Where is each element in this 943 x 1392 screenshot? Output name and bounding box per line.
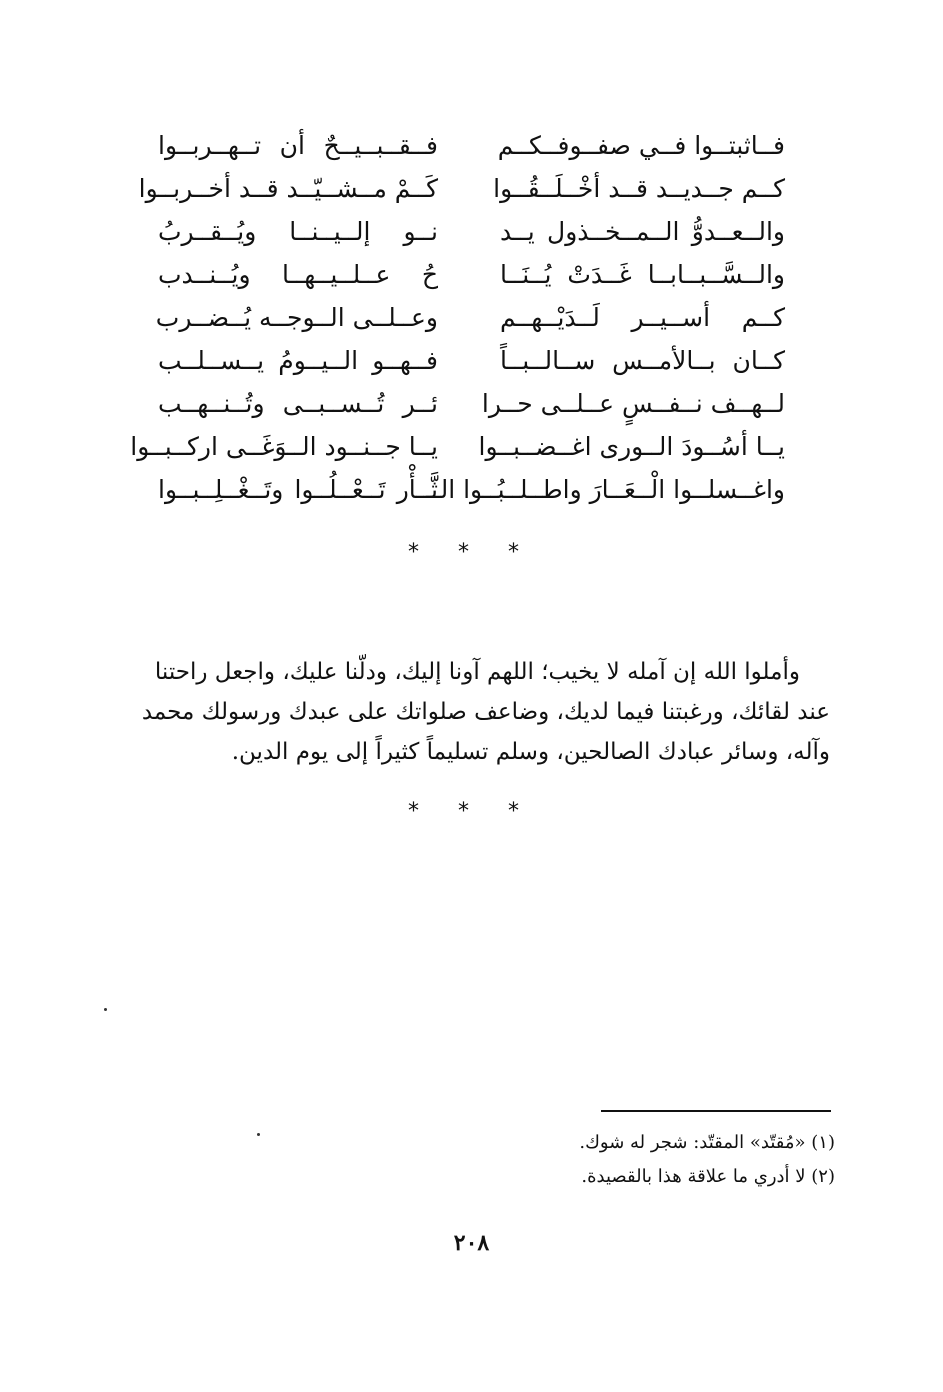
scan-speck [257, 1133, 260, 1136]
section-separator: * * * [408, 799, 535, 824]
verse-first-hemistich: يــا أسُــودَ الــورى اغــضــبــوا [478, 432, 785, 461]
poem-verse [150, 343, 785, 386]
poem-verse [150, 472, 785, 515]
verse-first-hemistich: كــم جــديــد قــد أخْــلَــقُــوا [493, 174, 785, 203]
paragraph-line: وآله، وسائر عبادك الصالحين، وسلم تسليماً كثيراً إلى يوم الدين. [231, 739, 830, 765]
verse-second-hemistich: فــهــو الــيــومُ يــســلــب [158, 346, 438, 375]
verse-first-hemistich: والــعــدوُّ الــمــخــذول يــد [500, 217, 785, 246]
verse-first-hemistich: فــاثبتــوا فــي صفــوفــكــم [497, 131, 785, 160]
poem-verse [150, 386, 785, 429]
paragraph-line: وأملوا الله إن آمله لا يخيب؛ اللهم آونا إليك، ودلّنا عليك، واجعل راحتنا [154, 659, 800, 685]
footnote-1: (١) «مُقتّد» المقتّد: شجر له شوك. [579, 1132, 835, 1153]
poem-verse [150, 257, 785, 300]
verse-first-hemistich: كــان بــالأمــس ســالــبــاً [500, 346, 785, 375]
footnote-divider [601, 1110, 831, 1112]
closing-prayer-paragraph [105, 652, 830, 772]
verse-second-hemistich: كَــمْ مــشــيّــد قــد أخــربــوا [138, 174, 438, 203]
poem-verse [138, 171, 785, 214]
page-number: ٢٠٨ [453, 1230, 490, 1256]
verse-second-hemistich: حُ عــلــيــهــا ويُــنــدب [158, 260, 438, 289]
verse-second-hemistich: يــا جــنــود الــوَغَــى اركــبــوا [130, 432, 438, 461]
poem [130, 128, 785, 515]
poem-verse [150, 214, 785, 257]
verse-second-hemistich: ئــر تُــســبــى وتُــنــهــب [158, 389, 438, 418]
poem-verse [150, 300, 785, 343]
verse-first-hemistich: لــهــف نــفــسٍ عــلــى حــرا [481, 389, 785, 418]
verse-second-hemistich: وعــلــى الــوجــه يُــضــرب [155, 303, 438, 332]
footnote-2: (٢) لا أدري ما علاقة هذا بالقصيدة. [581, 1166, 835, 1187]
paragraph-line: عند لقائك، ورغبتنا فيما لديك، وضاعف صلواتك على عبدك ورسولك محمد [141, 699, 830, 725]
verse-second-hemistich: فــقــبــيــحٌ أن تــهــربــوا [158, 131, 438, 160]
verse-first-hemistich: واغــسلــوا الْــعَــارَ واطــلــبُــوا الــ [425, 475, 785, 504]
poem-verse [130, 429, 785, 472]
verse-first-hemistich: والــسَّــبــابــا غَــدَتْ يُــنَــا [500, 260, 785, 289]
section-separator: * * * [408, 540, 535, 565]
verse-second-hemistich: ثَّــأْر تَــعْــلُــوا وتَــغْــلِــبــوا [158, 475, 438, 504]
footnotes [415, 1126, 835, 1194]
poem-verse [150, 128, 785, 171]
verse-second-hemistich: نــو إلــيــنــا ويُــقــربُ [158, 217, 438, 246]
scan-speck [104, 1008, 107, 1011]
verse-first-hemistich: كــم أســيــر لَــدَيْــهــم [500, 303, 785, 332]
